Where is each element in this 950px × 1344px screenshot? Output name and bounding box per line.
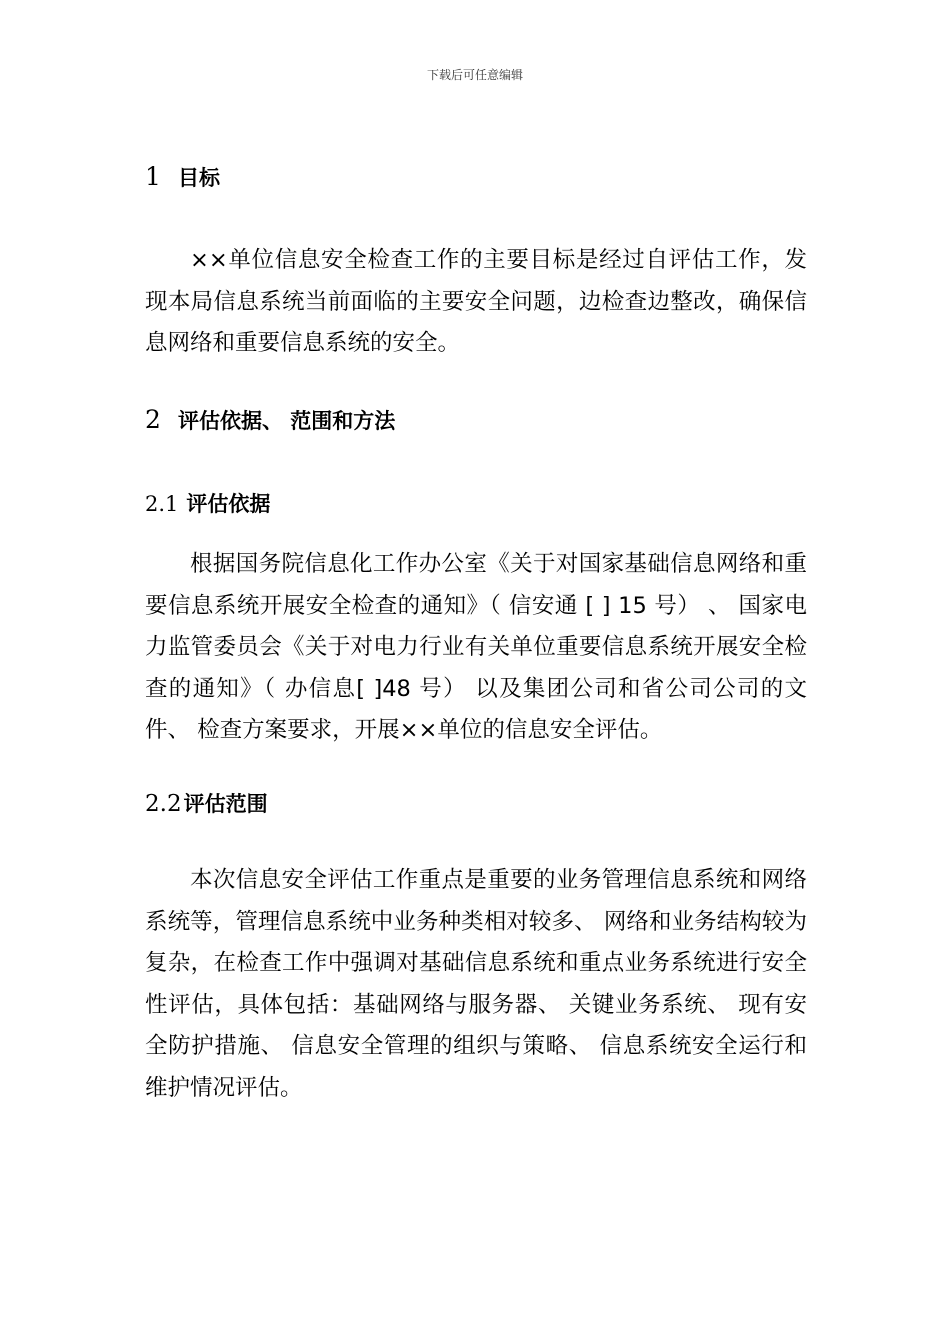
section-2-1-paragraph: 根据国务院信息化工作办公室《关于对国家基础信息网络和重要信息系统开展安全检查的通知》（ 信安通 [ ] 15 号） 、 国家电力监管委员会《关于对电力行业有关单位重要信息系统开展安全检查的通知》（ 办信息[ ]48 号） 以及集团公司和省公司公司的文件、 检查方案要求，开展××单位的信息安全评估。: [145, 551, 807, 743]
section-number: 1: [145, 162, 161, 191]
section-number: 2: [145, 405, 161, 434]
section-2-2-heading: [145, 789, 268, 819]
section-2-heading: [145, 405, 395, 436]
section-1-paragraph: ××单位信息安全检查工作的主要目标是经过自评估工作，发现本局信息系统当前面临的主要安全问题，边检查边整改，确保信息网络和重要信息系统的安全。: [145, 247, 807, 356]
header-note: 下载后可任意编辑: [426, 68, 523, 82]
section-title: 评估依据、 范围和方法: [178, 409, 396, 433]
section-number: 2.1: [145, 492, 179, 516]
section-2-2-paragraph: 本次信息安全评估工作重点是重要的业务管理信息系统和网络系统等，管理信息系统中业务种类相对较多、 网络和业务结构较为复杂，在检查工作中强调对基础信息系统和重点业务系统进行安全性评估，具体包括：基础网络与服务器、 关键业务系统、 现有安全防护措施、 信息安全管理的组织与策略、 信息系统安全运行和维护情况评估。: [145, 867, 807, 1101]
section-1-heading: [145, 162, 220, 193]
section-title: 评估范围: [183, 792, 268, 816]
section-number: 2.2: [145, 791, 182, 817]
section-title: 目标: [178, 166, 220, 190]
section-title: 评估依据: [186, 492, 271, 516]
section-2-1-heading: [145, 489, 270, 519]
